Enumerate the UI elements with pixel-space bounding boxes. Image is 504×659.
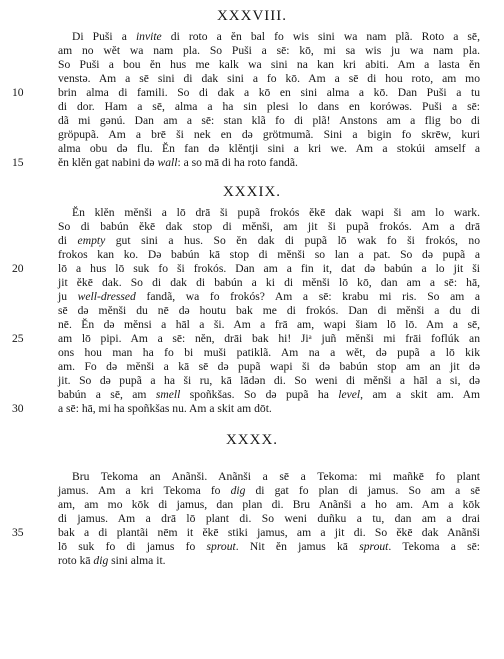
- text-line: lō suk fo di jamus fo sprout. Nit ĕn jamus kā sprout. Tekoma a sē:: [58, 540, 480, 553]
- line-number: 15: [12, 156, 24, 169]
- text-line: Ĕn klĕn mĕnši a lō drā ši pupã frokós ĕkē dak wapi ši am lo wark.: [72, 206, 480, 219]
- text-line: lō a hus lō suk fo ši frokós. Dan am a fin it, dat də babún a lo jit ši: [58, 262, 480, 275]
- text-line: Bru Tekoma an Anãnši. Anãnši a sē a Tekoma: mi mañkē fo plant: [72, 470, 480, 483]
- text-line: a sē: hā, mi ha spoñkšas nu. Am a skit am dōt.: [58, 402, 272, 415]
- text-line: am, am mo kōk di jamus, dan plan di. Bru Anãnši a ho am. Am a kōk: [58, 498, 480, 511]
- text-line: jamus. Am a kri Tekoma fo dig di gat fo plan di jamus. So am a sē: [58, 484, 480, 497]
- text-line: di empty gut sini a hus. So ĕn dak di pupã lō wak fo ši frokós, no: [58, 234, 481, 247]
- text-line: brin alma di famili. So di dak a kō en sini alma a kō. Dan Puši a tu: [58, 86, 480, 99]
- text-line: sē də mĕnši du nē də houtu bak me di frokós. Dan di mĕnši a du di: [58, 304, 480, 317]
- text-line: gröpupã. Am a brē ši nek en də grötmumã. Sini a bigin fo skrēw, kuri: [58, 128, 480, 141]
- text-line: So di babún ĕkē dak stop di mĕnši, am jit ši pupã frokós. Am a drā: [58, 220, 480, 233]
- text-line: di jamus. Am a drā lō plant di. So weni duñku a tu, dan am a drai: [58, 512, 480, 525]
- line-number: 25: [12, 332, 24, 345]
- section-heading-xxxix: XXXIX.: [222, 184, 282, 200]
- text-line: ĕn klĕn gat nabini də wall: a so mā di ha roto fandã.: [58, 156, 298, 169]
- line-number: 30: [12, 402, 24, 415]
- line-number: 35: [12, 526, 24, 539]
- text-line: ju well-dressed fandã, wa fo frokós? Am a sē: krabu mi ris. So am a: [58, 290, 481, 303]
- line-number: 10: [12, 86, 24, 99]
- text-line: am. Fo də mĕnši a kā sē də pupã wapi ši də babún stop am an jit də: [58, 360, 480, 373]
- text-line: alma obu də flu. Ĕn fan də klĕntji sini a kri we. Am a stokúi amself a: [58, 142, 480, 155]
- text-line: So Puši a bou ĕn hus me kalk wa sini na kan kri abiti. Am a lasta ĕn: [58, 58, 480, 71]
- text-line: di dor. Ham a sē, alma a ha sin plesi lo dans en korówəs. Puši a sē:: [58, 100, 480, 113]
- text-line: frokos kan ko. Də babún kā stop di mĕnši so lan a pat. So də pupã a: [58, 248, 480, 261]
- text-line: ons hou man ha fo bi muši patiklã. Am na a wĕt, də pupã a lō kik: [58, 346, 480, 359]
- text-line: Di Puši a invite di roto a ĕn bal fo wis sini wa nam plã. Roto a sē,: [72, 30, 480, 43]
- text-line: bak a di plantãi nēm it ĕkē stiki jamus, am a jit di. So ĕkē dak Anãnši: [58, 526, 480, 539]
- section-heading-xxxx: XXXX.: [225, 432, 279, 448]
- text-line: jit ĕkē dak. So di dak di babún a ki di mĕnši lō kō, dan am a sē: hā,: [58, 276, 480, 289]
- text-line: venstə. Am a sē sini di dak sini a fo kō. Am a sē di hou roto, am mo: [58, 72, 480, 85]
- line-number: 20: [12, 262, 24, 275]
- text-line: am no wĕt wa nam pla. So Puši a sē: kō, mi sa wis ju wa nam pla.: [58, 44, 480, 57]
- text-line: babún a sē, am smell spoñkšas. So də pupã ha level, am a skit am. Am: [58, 388, 480, 401]
- text-line: dã mi gənú. Dan am a sē: stan klã fo di plã! Anstons am a flig bo di: [58, 114, 480, 127]
- section-heading-xxxviii: XXXVIII.: [216, 8, 288, 24]
- text-line: am lō pipi. Am a sē: nĕn, drāi bak hi! Jiᵃ juñ mĕnši mi frāi foflúk an: [58, 332, 480, 345]
- text-line: jit. So də pupã a ha ši ru, kā lādən di. So weni di mĕnši a hāl a si, də: [58, 374, 480, 387]
- text-line: nē. Ĕn də mĕnsi a hāl a ši. Am a frā am, wapi šiam lō lō. Am a sē,: [58, 318, 480, 331]
- text-line: roto kā dig sini alma it.: [58, 554, 166, 567]
